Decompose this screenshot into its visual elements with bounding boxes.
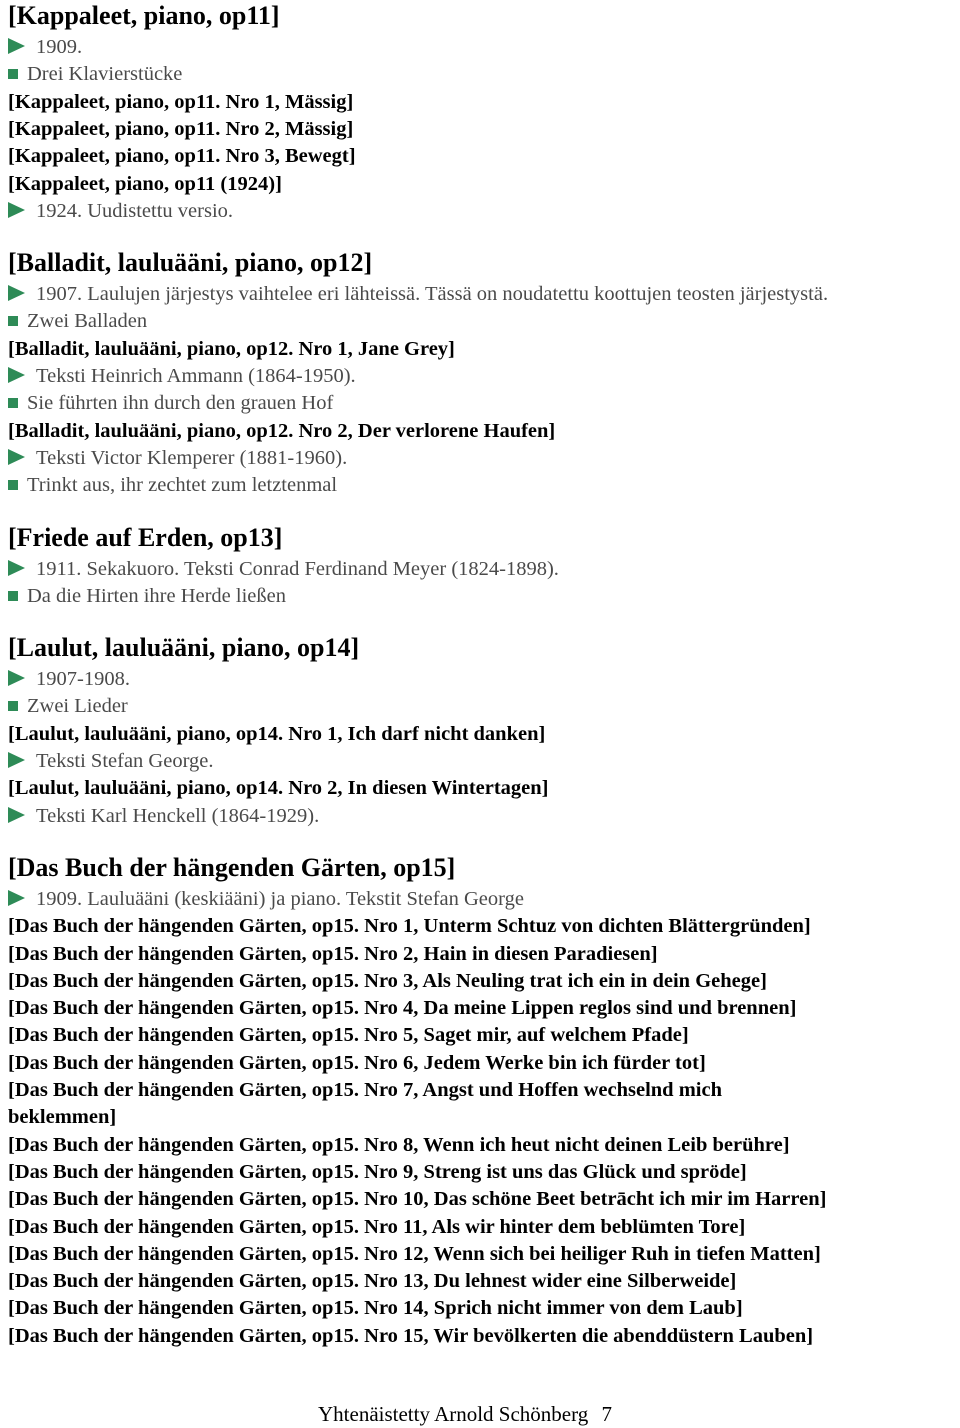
- work-item-line: [8, 1323, 813, 1349]
- triangle-right-icon: [8, 890, 25, 906]
- line-text: [Balladit, lauluääni, piano, op12. Nro 2, Der verlorene Haufen]: [8, 419, 556, 442]
- line-text: [Das Buch der hängenden Gärten, op15. Nro 8, Wenn ich heut nicht deinen Leib berühre]: [8, 1133, 790, 1156]
- work-item-line: [8, 913, 811, 939]
- triangle-right-icon: [8, 38, 25, 54]
- triangle-right-icon: [8, 449, 25, 465]
- work-item-line: [8, 1104, 116, 1130]
- line-text: [Laulut, lauluääni, piano, op14. Nro 2, In diesen Wintertagen]: [8, 777, 549, 800]
- line-text: [Kappaleet, piano, op11. Nro 3, Bewegt]: [8, 145, 356, 168]
- line-text: [Das Buch der hängenden Gärten, op15. Nro 7, Angst und Hoffen wechselnd mich: [8, 1079, 722, 1101]
- note-line: [8, 281, 828, 307]
- line-text: [Das Buch der hängenden Gärten, op15. Nro 11, Als wir hinter dem beblümten Tore]: [8, 1215, 746, 1238]
- line-text: 1909.: [36, 36, 83, 58]
- line-text: [Das Buch der hängenden Gärten, op15. Nro 15, Wir bevölkerten die abenddüstern Lauben]: [8, 1324, 814, 1347]
- line-text: Teksti Heinrich Ammann (1864-1950).: [36, 365, 356, 387]
- work-item-line: [8, 1186, 826, 1212]
- note-line: [8, 556, 559, 582]
- note-line: [8, 886, 524, 912]
- section-heading: [Laulut, lauluääni, piano, op14]: [8, 633, 360, 663]
- line-text: [Kappaleet, piano, op11. Nro 1, Mässig]: [8, 90, 354, 113]
- work-item-line: [8, 995, 796, 1021]
- line-text: Sie führten ihn durch den grauen Hof: [27, 392, 334, 415]
- line-text: 1907. Laulujen järjestys vaihtelee eri lähteissä. Tässä on noudatettu koottujen teosten järjestystä.: [36, 283, 829, 306]
- line-text: Trinkt aus, ihr zechtet zum letztenmal: [27, 474, 338, 497]
- work-title-line: [8, 308, 147, 334]
- work-item-line: [8, 1268, 736, 1294]
- line-text: [Das Buch der hängenden Gärten, op15. Nro 3, Als Neuling trat ich ein in dein Gehege]: [8, 969, 767, 992]
- line-text: 1924. Uudistettu versio.: [36, 199, 234, 222]
- line-text: [Balladit, lauluääni, piano, op12. Nro 1, Jane Grey]: [8, 337, 455, 360]
- work-item-line: [8, 336, 455, 362]
- page-number: 7: [601, 1402, 612, 1426]
- line-text: [Das Buch der hängenden Gärten, op15. Nro 13, Du lehnest wider eine Silberweide]: [8, 1270, 737, 1293]
- square-bullet-icon: [8, 398, 18, 408]
- line-text: Teksti Karl Henckell (1864-1929).: [36, 804, 320, 827]
- note-line: [8, 803, 319, 829]
- work-title-line: [8, 583, 286, 609]
- work-item-line: [8, 116, 353, 142]
- triangle-right-icon: [8, 670, 25, 686]
- line-text: [Das Buch der hängenden Gärten, op15. Nro 1, Unterm Schtuz von dichten Blättergründen]: [8, 915, 811, 938]
- line-text: Teksti Victor Klemperer (1881-1960).: [36, 446, 348, 469]
- work-item-line: [8, 1159, 747, 1185]
- section-heading: [Das Buch der hängenden Gärten, op15]: [8, 852, 456, 882]
- square-bullet-icon: [8, 480, 18, 490]
- line-text: [Das Buch der hängenden Gärten, op15. Nro 4, Da meine Lippen reglos sind und brennen]: [8, 997, 797, 1020]
- footer-title: Yhtenäistetty Arnold Schönberg: [318, 1402, 589, 1426]
- line-text: [Das Buch der hängenden Gärten, op15. Nro 6, Jedem Werke bin ich fürder tot]: [8, 1051, 706, 1074]
- line-text: Zwei Lieder: [27, 695, 128, 718]
- line-text: 1907-1908.: [36, 668, 130, 691]
- triangle-right-icon: [8, 752, 25, 768]
- work-title-line: [8, 472, 337, 498]
- work-title-line: [8, 61, 182, 87]
- page-footer: [318, 1400, 612, 1428]
- work-item-line: [8, 89, 353, 115]
- line-text: Zwei Balladen: [27, 310, 148, 333]
- line-text: [Laulut, lauluääni, piano, op14. Nro 1, Ich darf nicht danken]: [8, 722, 546, 745]
- line-text: 1911. Sekakuoro. Teksti Conrad Ferdinand Meyer (1824-1898).: [36, 557, 559, 580]
- line-text: [Das Buch der hängenden Gärten, op15. Nro 10, Das schöne Beet betrācht ich mir im Harren]: [8, 1188, 827, 1211]
- work-item-line: [8, 775, 549, 801]
- section-heading: [Balladit, lauluääni, piano, op12]: [8, 248, 373, 278]
- line-text: beklemmen]: [8, 1106, 117, 1129]
- note-line: [8, 748, 214, 774]
- triangle-right-icon: [8, 285, 25, 301]
- triangle-right-icon: [8, 807, 25, 823]
- line-text: [Das Buch der hängenden Gärten, op15. Nro 14, Sprich nicht immer von dem Laub]: [8, 1297, 743, 1320]
- line-text: [Das Buch der hängenden Gärten, op15. Nro 9, Streng ist uns das Glück und spröde]: [8, 1160, 747, 1183]
- line-text: Drei Klavierstücke: [27, 63, 183, 86]
- note-line: [8, 34, 82, 60]
- triangle-right-icon: [8, 367, 25, 383]
- work-item-line: [8, 1022, 689, 1048]
- square-bullet-icon: [8, 591, 18, 601]
- work-item-line: [8, 1050, 706, 1076]
- triangle-right-icon: [8, 202, 25, 218]
- line-text: [Das Buch der hängenden Gärten, op15. Nro 5, Saget mir, auf welchem Pfade]: [8, 1024, 689, 1047]
- work-item-line: [8, 1241, 821, 1267]
- note-line: [8, 198, 233, 224]
- square-bullet-icon: [8, 69, 18, 79]
- work-item-line: [8, 1214, 745, 1240]
- line-text: [Kappaleet, piano, op11 (1924)]: [8, 172, 282, 195]
- note-line: [8, 445, 347, 471]
- line-text: [Kappaleet, piano, op11. Nro 2, Mässig]: [8, 117, 354, 140]
- line-text: [Das Buch der hängenden Gärten, op15. Nro 2, Hain in diesen Paradiesen]: [8, 942, 658, 965]
- line-text: Teksti Stefan George.: [36, 750, 214, 772]
- work-item-line: [8, 941, 658, 967]
- work-title-line: [8, 693, 128, 719]
- work-item-line: [8, 143, 356, 169]
- square-bullet-icon: [8, 701, 18, 711]
- work-item-line: [8, 968, 767, 994]
- work-item-line: [8, 721, 545, 747]
- line-text: 1909. Lauluääni (keskiääni) ja piano. Tekstit Stefan George: [36, 887, 524, 910]
- work-item-line: [8, 1295, 743, 1321]
- note-line: [8, 363, 356, 389]
- note-line: [8, 666, 130, 692]
- section-heading: [Friede auf Erden, op13]: [8, 522, 283, 552]
- triangle-right-icon: [8, 560, 25, 576]
- work-item-line: [8, 1132, 790, 1158]
- work-item-line: [8, 171, 282, 197]
- work-item-line: [8, 418, 555, 444]
- line-text: Da die Hirten ihre Herde ließen: [27, 584, 286, 607]
- square-bullet-icon: [8, 316, 18, 326]
- section-heading: [Kappaleet, piano, op11]: [8, 1, 280, 30]
- work-item-line: [8, 1077, 722, 1103]
- line-text: [Das Buch der hängenden Gärten, op15. Nro 12, Wenn sich bei heiliger Ruh in tiefen Matten]: [8, 1242, 821, 1265]
- work-title-line: [8, 390, 333, 416]
